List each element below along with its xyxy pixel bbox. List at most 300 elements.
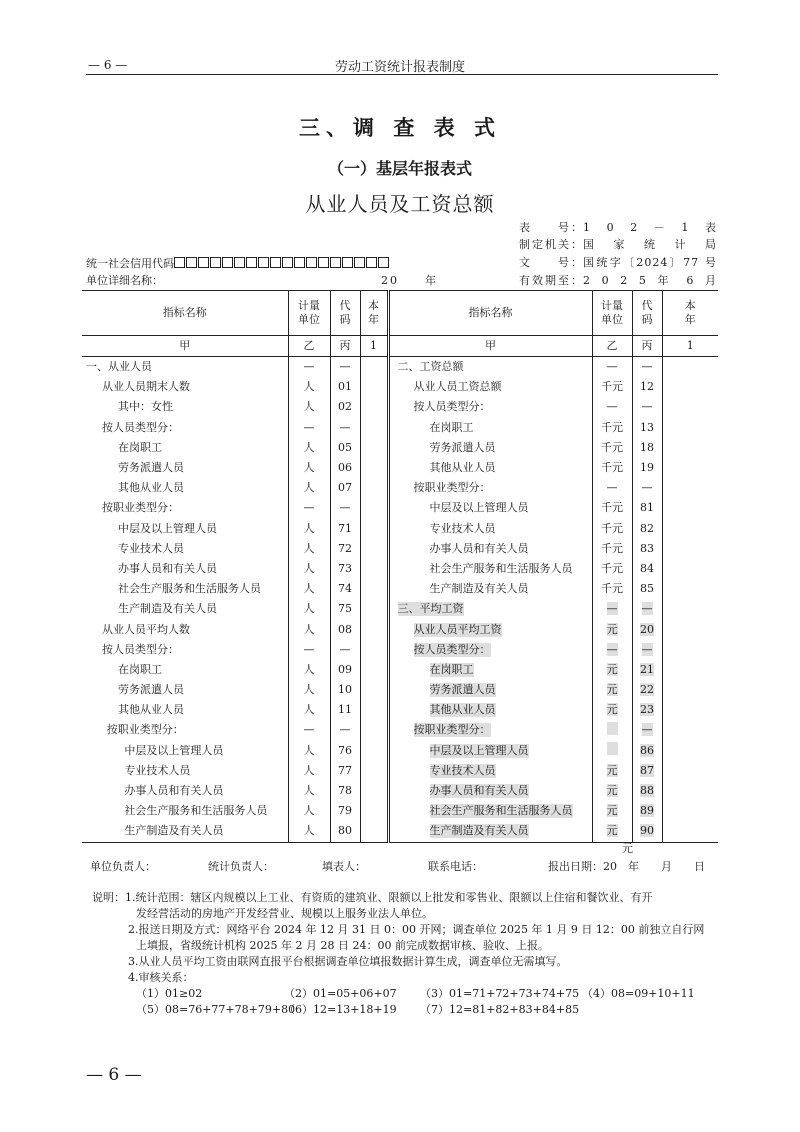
- indicator-label: 办事人员和有关人员: [429, 541, 529, 555]
- indicator-name: [388, 438, 592, 458]
- table-row: [82, 821, 718, 842]
- code-cell: [632, 498, 662, 518]
- code-cell: 75: [330, 599, 360, 619]
- uscc-digit-box[interactable]: [294, 257, 305, 268]
- indicator-name: [82, 478, 288, 498]
- uscc-digit-box[interactable]: [222, 257, 233, 268]
- value-input-cell[interactable]: [360, 801, 388, 821]
- unit-text: 元: [606, 683, 618, 697]
- value-input-cell[interactable]: [662, 680, 718, 700]
- check-item: （2）01=05+06+07: [284, 987, 397, 1000]
- unit-cell: 人: [288, 761, 330, 781]
- code-cell: [632, 458, 662, 478]
- unit-text: 千元: [601, 541, 623, 555]
- unit-cell: [592, 579, 632, 599]
- unit-text: —: [606, 400, 618, 414]
- indicator-name: [388, 741, 592, 761]
- code-cell: 09: [330, 660, 360, 680]
- col-label-name: 甲: [82, 336, 288, 357]
- notes: [92, 890, 720, 1018]
- unit-text: 千元: [601, 461, 623, 475]
- indicator-label: 生产制造及有关人员: [124, 824, 224, 838]
- code-text: 81: [640, 501, 654, 515]
- table-row: [82, 700, 718, 720]
- unit-cell: [592, 821, 632, 842]
- value-input-cell[interactable]: [360, 397, 388, 417]
- col-unit-header-right: 计量 单位: [592, 291, 632, 336]
- value-input-cell[interactable]: [662, 741, 718, 761]
- indicator-name: [82, 438, 288, 458]
- value-input-cell[interactable]: [662, 377, 718, 397]
- indicator-name: [388, 619, 592, 639]
- indicator-label: 中层及以上管理人员: [429, 501, 529, 515]
- value-input-cell[interactable]: [662, 519, 718, 539]
- value-input-cell[interactable]: [662, 579, 718, 599]
- code-text: —: [641, 481, 653, 495]
- unit-cell: 人: [288, 519, 330, 539]
- indicator-name: [388, 821, 592, 842]
- table-row: [82, 418, 718, 438]
- code-text: 86: [640, 743, 654, 757]
- indicator-label: 其他从业人员: [429, 461, 496, 475]
- indicator-name: [82, 619, 288, 639]
- table-row: [82, 519, 718, 539]
- unit-text: 元: [606, 784, 618, 798]
- value-input-cell[interactable]: [360, 478, 388, 498]
- code-cell: [632, 640, 662, 660]
- table-row: [82, 741, 718, 761]
- uscc-digit-box[interactable]: [282, 257, 293, 268]
- indicator-label: 办事人员和有关人员: [118, 561, 217, 575]
- report-date-label: 报出日期：20 年 月 日: [548, 860, 705, 873]
- indicator-name: [388, 357, 592, 378]
- table-row: [82, 438, 718, 458]
- unit-text: 千元: [601, 440, 623, 454]
- unit-text: 元: [606, 703, 618, 717]
- check-row-2: [92, 1002, 720, 1018]
- indicator-name: [388, 801, 592, 821]
- code-cell: 72: [330, 539, 360, 559]
- indicator-label: 从业人员平均人数: [102, 622, 190, 636]
- uscc-boxes[interactable]: [174, 257, 390, 270]
- indicator-label: 二、工资总额: [397, 360, 464, 374]
- code-text: —: [641, 400, 653, 414]
- indicator-label: 其他从业人员: [118, 703, 184, 717]
- indicator-name: [82, 599, 288, 619]
- col-label-code-right: 丙: [632, 336, 662, 357]
- table-row: [82, 397, 718, 417]
- code-cell: 01: [330, 377, 360, 397]
- indicator-label: 按职业类型分：: [413, 481, 491, 495]
- col-value-header: 本 年: [360, 291, 388, 336]
- indicator-name: [388, 599, 592, 619]
- uscc-digit-box[interactable]: [258, 257, 269, 268]
- code-cell: 11: [330, 700, 360, 720]
- indicator-name: [388, 579, 592, 599]
- code-cell: —: [330, 720, 360, 740]
- uscc-field[interactable]: [86, 255, 390, 271]
- uscc-digit-box[interactable]: [318, 257, 329, 268]
- unit-cell: 人: [288, 539, 330, 559]
- code-text: —: [641, 723, 653, 737]
- value-input-cell[interactable]: [360, 539, 388, 559]
- unit-text: 千元: [601, 380, 623, 394]
- uscc-digit-box[interactable]: [342, 257, 353, 268]
- header-doc-title: 劳动工资统计报表制度: [334, 60, 465, 75]
- code-cell: —: [330, 640, 360, 660]
- indicator-name: [388, 781, 592, 801]
- indicator-name: [82, 519, 288, 539]
- code-cell: [632, 377, 662, 397]
- indicator-label: 专业技术人员: [429, 763, 496, 777]
- code-cell: 77: [330, 761, 360, 781]
- value-input-cell[interactable]: [360, 519, 388, 539]
- value-input-cell[interactable]: [662, 640, 718, 660]
- table-row: [82, 660, 718, 680]
- code-cell: [632, 761, 662, 781]
- unit-cell: 人: [288, 781, 330, 801]
- value-input-cell[interactable]: [360, 821, 388, 842]
- code-text: —: [641, 602, 653, 616]
- check-item: （4）08=09+10+11: [582, 987, 695, 1000]
- unit-cell: [592, 539, 632, 559]
- indicator-label: 按人员类型分：: [413, 642, 491, 656]
- check-row-1: [92, 986, 720, 1002]
- code-cell: 02: [330, 397, 360, 417]
- survey-table: [82, 290, 718, 843]
- indicator-label: 按人员类型分：: [102, 420, 179, 434]
- indicator-name: [82, 458, 288, 478]
- value-input-cell[interactable]: [360, 418, 388, 438]
- code-cell: [632, 720, 662, 740]
- unit-head-label: 单位负责人：: [90, 860, 156, 873]
- code-cell: 78: [330, 781, 360, 801]
- indicator-name: [388, 700, 592, 720]
- uscc-digit-box[interactable]: [354, 257, 365, 268]
- code-cell: —: [330, 498, 360, 518]
- indicator-label: 从业人员工资总额: [413, 380, 502, 394]
- code-text: —: [641, 360, 653, 374]
- stray-unit: 元: [622, 842, 633, 855]
- unit-text: 元: [606, 763, 618, 777]
- unit-cell: —: [288, 720, 330, 740]
- value-input-cell[interactable]: [360, 458, 388, 478]
- indicator-label: 劳务派遣人员: [118, 461, 184, 475]
- indicator-label: 从业人员期末人数: [102, 380, 190, 394]
- indicator-name: [82, 640, 288, 660]
- value-input-cell[interactable]: [662, 660, 718, 680]
- table-row: [82, 579, 718, 599]
- indicator-name: [388, 418, 592, 438]
- value-input-cell[interactable]: [662, 619, 718, 639]
- table-row: [82, 801, 718, 821]
- code-cell: [632, 559, 662, 579]
- value-input-cell[interactable]: [360, 741, 388, 761]
- unit-cell: —: [288, 418, 330, 438]
- value-input-cell[interactable]: [360, 498, 388, 518]
- note-1b: 发经营活动的房地产开发经营业、规模以上服务业法人单位。: [136, 907, 433, 920]
- check-item: （1）01≥02: [136, 987, 203, 1000]
- subsection-title: （一）基层年报表式: [327, 159, 472, 178]
- indicator-name: [82, 397, 288, 417]
- code-cell: [632, 781, 662, 801]
- table-row: [82, 377, 718, 397]
- indicator-label: 按职业类型分：: [102, 501, 179, 515]
- indicator-label: 按职业类型分：: [413, 723, 491, 737]
- unit-cell: 人: [288, 741, 330, 761]
- value-input-cell[interactable]: [662, 478, 718, 498]
- filler-label: 填表人：: [322, 860, 366, 873]
- unit-text: [607, 742, 618, 755]
- uscc-digit-box[interactable]: [366, 257, 377, 268]
- unit-cell: [592, 761, 632, 781]
- unit-cell: —: [288, 357, 330, 378]
- indicator-name: [82, 377, 288, 397]
- code-text: 19: [640, 461, 654, 475]
- value-input-cell[interactable]: [662, 781, 718, 801]
- indicator-label: 按人员类型分：: [413, 400, 491, 414]
- indicator-label: 劳务派遣人员: [118, 683, 184, 697]
- note-2b: 上填报，省级统计机构 2025 年 2 月 28 日 24：00 前完成数据审核、验收、上报。: [136, 939, 549, 952]
- code-text: 20: [640, 622, 654, 636]
- unit-text: —: [606, 360, 618, 374]
- code-cell: [632, 801, 662, 821]
- indicator-name: [82, 559, 288, 579]
- table-row: [82, 458, 718, 478]
- indicator-name: [82, 418, 288, 438]
- table-row: [82, 559, 718, 579]
- code-text: 90: [640, 824, 654, 838]
- value-input-cell[interactable]: [662, 539, 718, 559]
- unit-cell: [592, 418, 632, 438]
- unit-text: 元: [606, 804, 618, 818]
- col-code-header-right: 代 码: [632, 291, 662, 336]
- indicator-label: 其他从业人员: [118, 481, 184, 495]
- indicator-label: 在岗职工: [429, 662, 474, 676]
- code-cell: [632, 821, 662, 842]
- uscc-digit-box[interactable]: [234, 257, 245, 268]
- value-input-cell[interactable]: [662, 458, 718, 478]
- value-input-cell[interactable]: [360, 700, 388, 720]
- uscc-digit-box[interactable]: [378, 257, 389, 268]
- indicator-label: 社会生产服务和生活服务人员: [124, 804, 268, 818]
- uscc-digit-box[interactable]: [210, 257, 221, 268]
- unit-cell: [592, 741, 632, 761]
- col-label-value: 1: [360, 336, 388, 357]
- col-label-name-right: 甲: [388, 336, 592, 357]
- code-text: 12: [640, 380, 654, 394]
- uscc-digit-box[interactable]: [270, 257, 281, 268]
- unit-cell: [592, 357, 632, 378]
- indicator-label: 生产制造及有关人员: [118, 602, 217, 616]
- code-text: 89: [640, 804, 654, 818]
- indicator-label: 三、平均工资: [397, 602, 464, 616]
- value-input-cell[interactable]: [662, 720, 718, 740]
- unit-cell: 人: [288, 619, 330, 639]
- indicator-label: 中层及以上管理人员: [429, 743, 529, 757]
- value-input-cell[interactable]: [662, 761, 718, 781]
- code-cell: —: [330, 357, 360, 378]
- indicator-label: 从业人员平均工资: [413, 622, 502, 636]
- unit-cell: 人: [288, 700, 330, 720]
- value-input-cell[interactable]: [360, 579, 388, 599]
- code-cell: [632, 741, 662, 761]
- check-item: （6）12=13+18+19: [284, 1003, 397, 1016]
- value-input-cell[interactable]: [662, 700, 718, 720]
- unit-cell: 人: [288, 599, 330, 619]
- unit-text: 元: [606, 824, 618, 838]
- check-item: （7）12=81+82+83+84+85: [420, 1003, 580, 1016]
- value-input-cell[interactable]: [360, 559, 388, 579]
- indicator-label: 中层及以上管理人员: [124, 743, 224, 757]
- value-input-cell[interactable]: [360, 619, 388, 639]
- value-input-cell[interactable]: [360, 660, 388, 680]
- code-cell: [632, 599, 662, 619]
- code-cell: [632, 680, 662, 700]
- phone-label: 联系电话：: [428, 860, 483, 873]
- indicator-label: 专业技术人员: [429, 521, 496, 535]
- unit-cell: [592, 397, 632, 417]
- indicator-name: [82, 781, 288, 801]
- unit-text: 千元: [601, 420, 623, 434]
- code-cell: 71: [330, 519, 360, 539]
- code-text: 85: [640, 582, 654, 596]
- indicator-label: 专业技术人员: [118, 541, 184, 555]
- indicator-name: [82, 741, 288, 761]
- note-3: 3.从业人员平均工资由联网直报平台根据调查单位填报数据计算生成，调查单位无需填写。: [128, 955, 568, 968]
- unit-cell: 人: [288, 801, 330, 821]
- indicator-label: 生产制造及有关人员: [429, 582, 529, 596]
- check-item: （5）08=76+77+78+79+80: [136, 1003, 296, 1016]
- uscc-digit-box[interactable]: [186, 257, 197, 268]
- unit-cell: [592, 498, 632, 518]
- indicator-label: 在岗职工: [118, 662, 162, 676]
- code-text: 13: [640, 420, 654, 434]
- code-text: 88: [640, 784, 654, 798]
- code-cell: [632, 619, 662, 639]
- value-input-cell[interactable]: [662, 599, 718, 619]
- col-unit-header: 计量 单位: [288, 291, 330, 336]
- indicator-label: 社会生产服务和生活服务人员: [118, 582, 261, 596]
- section-title: 三、调 查 表 式: [299, 116, 501, 140]
- table-row: [82, 619, 718, 639]
- indicator-name: [388, 680, 592, 700]
- unit-text: 元: [606, 622, 618, 636]
- table-row: [82, 680, 718, 700]
- unit-cell: [592, 700, 632, 720]
- code-cell: [632, 660, 662, 680]
- unit-cell: 人: [288, 559, 330, 579]
- unit-text: —: [606, 642, 618, 656]
- code-cell: 76: [330, 741, 360, 761]
- unit-cell: [592, 377, 632, 397]
- col-name-header-right: 指标名称: [388, 291, 592, 336]
- year-label: 20 年: [381, 274, 438, 287]
- indicator-name: [388, 498, 592, 518]
- table-row: [82, 599, 718, 619]
- indicator-name: [82, 821, 288, 842]
- table-row: [82, 781, 718, 801]
- check-item: （3）01=71+72+73+74+75: [420, 987, 580, 1000]
- unit-cell: [592, 478, 632, 498]
- uscc-digit-box[interactable]: [174, 257, 185, 268]
- value-input-cell[interactable]: [662, 821, 718, 842]
- unit-cell: [592, 438, 632, 458]
- value-input-cell[interactable]: [662, 801, 718, 821]
- code-text: 83: [640, 541, 654, 555]
- indicator-name: [82, 357, 288, 378]
- value-input-cell[interactable]: [662, 438, 718, 458]
- unit-cell: [592, 599, 632, 619]
- code-text: 22: [640, 683, 654, 697]
- col-label-value-right: 1: [662, 336, 718, 357]
- code-cell: 05: [330, 438, 360, 458]
- indicator-label: 劳务派遣人员: [429, 440, 496, 454]
- unit-cell: 人: [288, 458, 330, 478]
- indicator-name: [82, 680, 288, 700]
- value-input-cell[interactable]: [662, 397, 718, 417]
- indicator-label: 在岗职工: [118, 440, 162, 454]
- header-page-label: — 6 —: [88, 58, 128, 72]
- value-input-cell[interactable]: [662, 498, 718, 518]
- code-cell: [632, 478, 662, 498]
- value-input-cell[interactable]: [360, 761, 388, 781]
- indicator-name: [388, 539, 592, 559]
- col-code-header: 代 码: [330, 291, 360, 336]
- indicator-label: 社会生产服务和生活服务人员: [429, 804, 573, 818]
- indicator-label: 办事人员和有关人员: [429, 784, 529, 798]
- value-input-cell[interactable]: [360, 640, 388, 660]
- code-text: 84: [640, 561, 654, 575]
- code-cell: 80: [330, 821, 360, 842]
- col-name-header: 指标名称: [82, 291, 288, 336]
- unit-text: 千元: [601, 582, 623, 596]
- code-cell: [632, 397, 662, 417]
- col-label-unit-right: 乙: [592, 336, 632, 357]
- value-input-cell[interactable]: [360, 357, 388, 378]
- code-cell: [632, 539, 662, 559]
- unit-cell: [592, 458, 632, 478]
- uscc-digit-box[interactable]: [306, 257, 317, 268]
- value-input-cell[interactable]: [360, 599, 388, 619]
- indicator-name: [388, 377, 592, 397]
- value-input-cell[interactable]: [662, 418, 718, 438]
- value-input-cell[interactable]: [662, 559, 718, 579]
- code-text: —: [641, 642, 653, 656]
- code-cell: —: [330, 418, 360, 438]
- unit-cell: —: [288, 498, 330, 518]
- code-cell: 06: [330, 458, 360, 478]
- value-input-cell[interactable]: [662, 357, 718, 378]
- code-cell: 74: [330, 579, 360, 599]
- value-input-cell[interactable]: [360, 781, 388, 801]
- unit-cell: 人: [288, 377, 330, 397]
- uscc-digit-box[interactable]: [330, 257, 341, 268]
- indicator-name: [388, 458, 592, 478]
- uscc-digit-box[interactable]: [198, 257, 209, 268]
- value-input-cell[interactable]: [360, 438, 388, 458]
- uscc-digit-box[interactable]: [246, 257, 257, 268]
- indicator-label: 专业技术人员: [124, 763, 191, 777]
- value-input-cell[interactable]: [360, 377, 388, 397]
- indicator-label: 其中：女性: [118, 400, 173, 414]
- indicator-name: [82, 579, 288, 599]
- value-input-cell[interactable]: [360, 720, 388, 740]
- value-input-cell[interactable]: [360, 680, 388, 700]
- unit-cell: [592, 720, 632, 740]
- indicator-label: 生产制造及有关人员: [429, 824, 529, 838]
- code-cell: [632, 519, 662, 539]
